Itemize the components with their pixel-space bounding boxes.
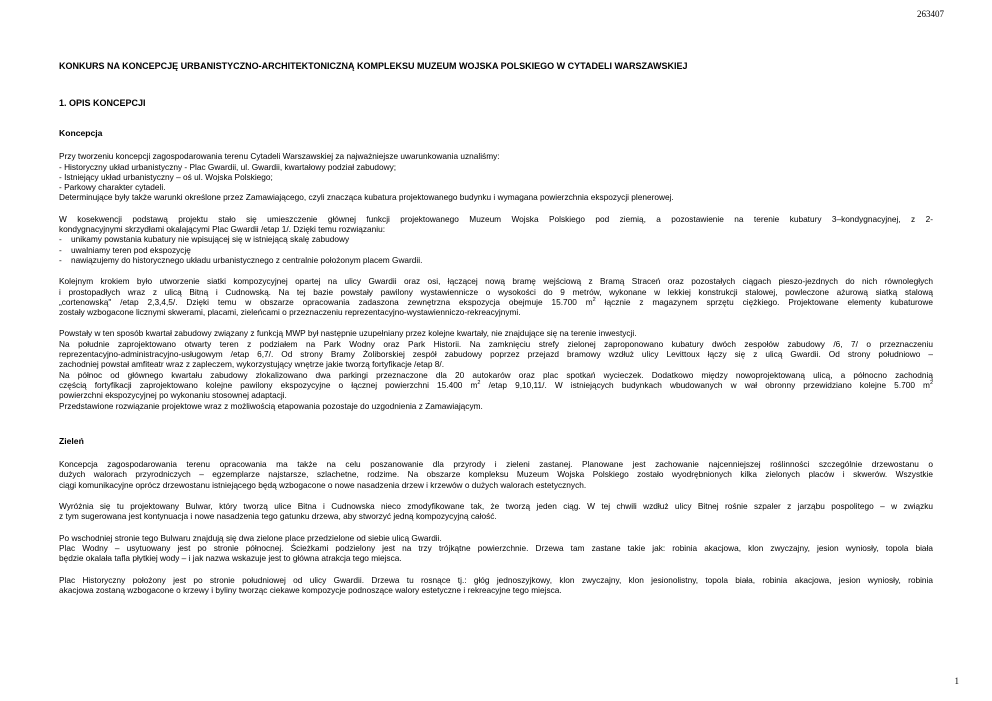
text-line: Plac Wodny – usytuowany jest po stronie północnej. Ścieżkami podzielony jest na trzy trójkątne powierzchnie. Drzewa tam zastane takie jak: robinia akacjowa, klon zwyczajny, jesion wyniosły, topola biała bbox=[59, 542, 933, 553]
text-line: Na południe zaprojektowano otwarty teren z podziałem na Park Wodny oraz Park Historii. Na zamknięciu strefy zielonej zaproponowano kubatury dwóch zespołów zabudowy /6, 7/ o przeznaczeniu bbox=[59, 338, 933, 349]
superscript: 2 bbox=[929, 380, 933, 387]
text-line: Determinujące były także warunki określone przez Zamawiającego, czyli znacząca kubatura projektowanego budynku i wymagana powierzchnia ekspozycji plenerowej. bbox=[59, 192, 674, 203]
text-segment: „cortenowską" /etap 2,3,4,5/. Dzięki temu w obszarze opracowania zadaszona zewnętrzna ekspozycja obejmuje 15.700 m bbox=[59, 296, 593, 307]
text-line: zachodniej powstał amfiteatr wraz z zapleczem, wykorzystujący wnętrze jakie tworzą fortyfikacje /etap 8/. bbox=[59, 359, 445, 370]
text-line: dużych walorach przyrodniczych – egzemplarze najstarsze, szlachetne, rodzime. Na obszarze kompleksu Muzeum Wojska Polskiego zostało wyodrębnionych kilka zielonych placów i skwerów. Wszystkie bbox=[59, 469, 933, 480]
paragraph bbox=[59, 328, 933, 410]
superscript: 2 bbox=[477, 380, 481, 387]
list-item-text: uwalniamy teren pod ekspozycję bbox=[71, 244, 191, 255]
list-item-text: nawiązujemy do historycznego układu urbanistycznego z centralnie położonym placem Gwardii. bbox=[71, 254, 423, 265]
text-line: kondygnacyjnymi skrzydłami okalającymi Plac Gwardii /etap 1/. Dzięki temu rozwiązaniu: bbox=[59, 224, 386, 235]
text-line: powierzchni ekspozycyjnej po wykonaniu stosownej adaptacji. bbox=[59, 390, 287, 401]
text-line: Wyróżnia się tu projektowany Bulwar, który tworzą ulice Bitna i Cudnowska nieco zmodyfikowane tak, że tworzą jeden ciąg. W tej chwili wzdłuż ulicy Bitnej rośnie szpaler z jarząbu pospolitego – w związku bbox=[59, 501, 933, 512]
document-id: 263407 bbox=[917, 9, 944, 19]
paragraph bbox=[59, 276, 933, 317]
list-item: - uwalniamy teren pod ekspozycję bbox=[59, 244, 191, 255]
text-line: akacjowa zostaną wzbogacone o krzewy i byliny tworząc ciekawe kompozycje podnoszące walory estetyczne i rekreacyjne tego miejsca. bbox=[59, 584, 562, 595]
page-number: 1 bbox=[954, 676, 959, 686]
text-segment: łącznie z magazynem sprzętu ciężkiego. Projektowane elementy kubaturowe bbox=[595, 296, 933, 307]
text-line: zostały wzbogacone licznymi skwerami, placami, zieleńcami o przeznaczeniu reprezentacyjno-wystawienniczo-rekreacyjnymi. bbox=[59, 307, 521, 318]
text-line: i prostopadłych wraz z ulicą Bitną i Cudnowską. Na tej bazie powstały pawilony wystawiennicze o wysokości do 9 metrów, wykonane w lekkiej konstrukcji stalowej, powleczone ażurową siatką stalową bbox=[59, 286, 933, 297]
text-line: Plac Historyczny położony jest po stronie południowej od ulicy Gwardii. Drzewa tu rosnące tj.: głóg jednoszyjkowy, klon zwyczajny, klon jesionolistny, topola biała, robinia akacjowa, jesion wyniosły, robinia bbox=[59, 574, 933, 585]
text-line: z tym sugerowana jest kontynuacja i nowe nasadzenia tego gatunku drzewa, aby stworzyć jedną kompozycyjną całość. bbox=[59, 511, 497, 522]
superscript: 2 bbox=[592, 297, 596, 304]
text-line bbox=[59, 297, 933, 307]
document-title: KONKURS NA KONCEPCJĘ URBANISTYCZNO-ARCHITEKTONICZNĄ KOMPLEKSU MUZEUM WOJSKA POLSKIEGO W CYTADELI WARSZAWSKIEJ bbox=[59, 61, 688, 71]
list-item: - unikamy powstania kubatury nie wpisującej się w istniejącą skalę zabudowy bbox=[59, 234, 350, 245]
paragraph bbox=[59, 501, 933, 522]
text-line: - Istniejący układ urbanistyczny – oś ul. Wojska Polskiego; bbox=[59, 171, 273, 182]
paragraph bbox=[59, 214, 933, 265]
text-line: Koncepcja zagospodarowania terenu opracowania ma także na celu poszanowanie dla przyrody i zieleni zastanej. Planowane jest zachowanie najcenniejszej roślinności szczególnie drzewostanu o bbox=[59, 459, 933, 470]
text-line bbox=[59, 380, 933, 390]
list-item: - nawiązujemy do historycznego układu urbanistycznego z centralnie położonym placem Gwardii. bbox=[59, 254, 423, 265]
subheading-koncepcja: Koncepcja bbox=[59, 128, 103, 138]
text-line: - Parkowy charakter cytadeli. bbox=[59, 182, 166, 193]
text-line: ciągi komunikacyjne oprócz drzewostanu istniejącego będą wzbogacone o nowe nasadzenia drzew i krzewów o dużych walorach estetycznych. bbox=[59, 479, 587, 490]
text-line: Powstały w ten sposób kwartał zabudowy związany z funkcją MWP był następnie uzupełniany przez kolejne kwartały, nie znajdujące się na terenie inwestycji. bbox=[59, 328, 637, 339]
paragraph bbox=[59, 533, 933, 564]
text-line: będzie okalała tafla płytkiej wody – i jak nazwa wskazuje jest to główna atrakcja tego miejsca. bbox=[59, 553, 402, 564]
text-segment: /etap 9,10,11/. W istniejących budynkach wbudowanych w wał obronny przewidziano kolejne 5.700 m bbox=[480, 379, 930, 390]
text-line: Na północ od głównego kwartału zabudowy zlokalizowano dwa parkingi przeznaczone dla 20 autokarów oraz plac spotkań wycieczek. Dodatkowo między nowoprojektowaną ulicą, a północno zachodnią bbox=[59, 369, 933, 380]
paragraph bbox=[59, 575, 933, 596]
text-line: - Historyczny układ urbanistyczny - Plac Gwardii, ul. Gwardii, kwartałowy podział zabudowy; bbox=[59, 161, 397, 172]
document-body bbox=[59, 128, 933, 606]
paragraph bbox=[59, 151, 933, 202]
text-segment: częścią fortyfikacji zaprojektowano kolejne pawilony ekspozycyjne o łącznej powierzchni 15.400 m bbox=[59, 379, 478, 390]
section-heading: 1. OPIS KONCEPCJI bbox=[59, 98, 146, 108]
text-line: Przedstawione rozwiązanie projektowe wraz z możliwością etapowania pozostaje do uzgodnienia z Zamawiającym. bbox=[59, 400, 483, 411]
text-line: Kolejnym krokiem było utworzenie siatki kompozycyjnej opartej na ulicy Gwardii oraz osi, łączącej nową bramę wejściową z Bramą Straceń oraz pozostałych ciągach pieszo-jezdnych do nich równoległych bbox=[59, 276, 933, 287]
text-line: reprezentacyjno-administracyjno-usługowym /etap 6,7/. Od strony Bramy Żoliborskiej zespół zabudowy poprzez przejazd bramowy wzdłuż ulicy Levittoux łączy się z ulicą Gwardii. Od strony południowo – bbox=[59, 349, 933, 360]
paragraph bbox=[59, 459, 933, 490]
subheading-zielen: Zieleń bbox=[59, 435, 84, 446]
text-line: W kosekwencji podstawą projektu stało się umieszczenie głównej funkcji projektowanego Muzeum Wojska Polskiego pod ziemią, a pozostawienie na terenie kubatury 3–kondygnacyjnej, z 2- bbox=[59, 213, 933, 224]
text-line: Po wschodniej stronie tego Bulwaru znajdują się dwa zielone place przedzielone od siebie ulicą Gwardii. bbox=[59, 532, 442, 543]
list-item-text: unikamy powstania kubatury nie wpisującej się w istniejącą skalę zabudowy bbox=[71, 234, 350, 245]
text-line: Przy tworzeniu koncepcji zagospodarowania terenu Cytadeli Warszawskiej za najważniejsze uwarunkowania uznaliśmy: bbox=[59, 151, 500, 162]
